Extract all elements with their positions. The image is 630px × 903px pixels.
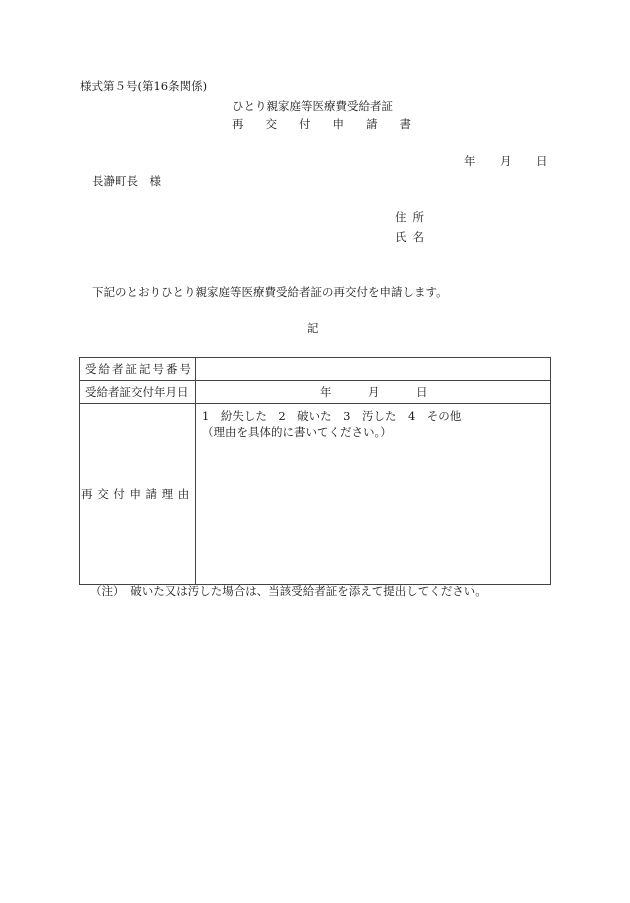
reason-options: 1 紛失した 2 破いた 3 汚した 4 その他	[202, 409, 462, 423]
issue-year-label: 年	[320, 385, 332, 399]
table-row	[80, 404, 551, 585]
cert-number-label: 受給者証記号番号	[80, 358, 196, 381]
issue-day-label: 日	[416, 385, 428, 399]
document-title: ひとり親家庭等医療費受給者証	[232, 99, 393, 113]
issue-month-label: 月	[368, 385, 380, 399]
address-label: 住所	[395, 210, 430, 224]
ki-heading: 記	[307, 321, 319, 335]
date-month-label: 月	[500, 154, 512, 168]
issue-date-field[interactable]	[196, 381, 551, 404]
addressee: 長瀞町長 様	[92, 174, 161, 188]
table-row	[80, 358, 551, 381]
footnote: （注） 破いた又は汚した場合は、当該受給者証を添えて提出してください。	[90, 584, 487, 598]
table-row	[80, 381, 551, 404]
date-year-label: 年	[464, 154, 476, 168]
name-label: 氏名	[395, 230, 430, 244]
request-statement: 下記のとおりひとり親家庭等医療費受給者証の再交付を申請します。	[92, 285, 448, 299]
reason-instruction: （理由を具体的に書いてください。）	[202, 425, 392, 439]
cert-number-field[interactable]	[196, 358, 551, 381]
date-day-label: 日	[536, 154, 548, 168]
issue-date-label: 受給者証交付年月日	[80, 381, 196, 404]
date-line	[464, 156, 548, 168]
application-table	[79, 357, 551, 585]
reason-label: 再交付申請理由	[80, 404, 196, 585]
reason-field[interactable]	[196, 404, 551, 585]
form-number: 様式第５号(第16条関係)	[80, 79, 208, 93]
document-subtitle: 再交付申請書	[232, 117, 433, 131]
